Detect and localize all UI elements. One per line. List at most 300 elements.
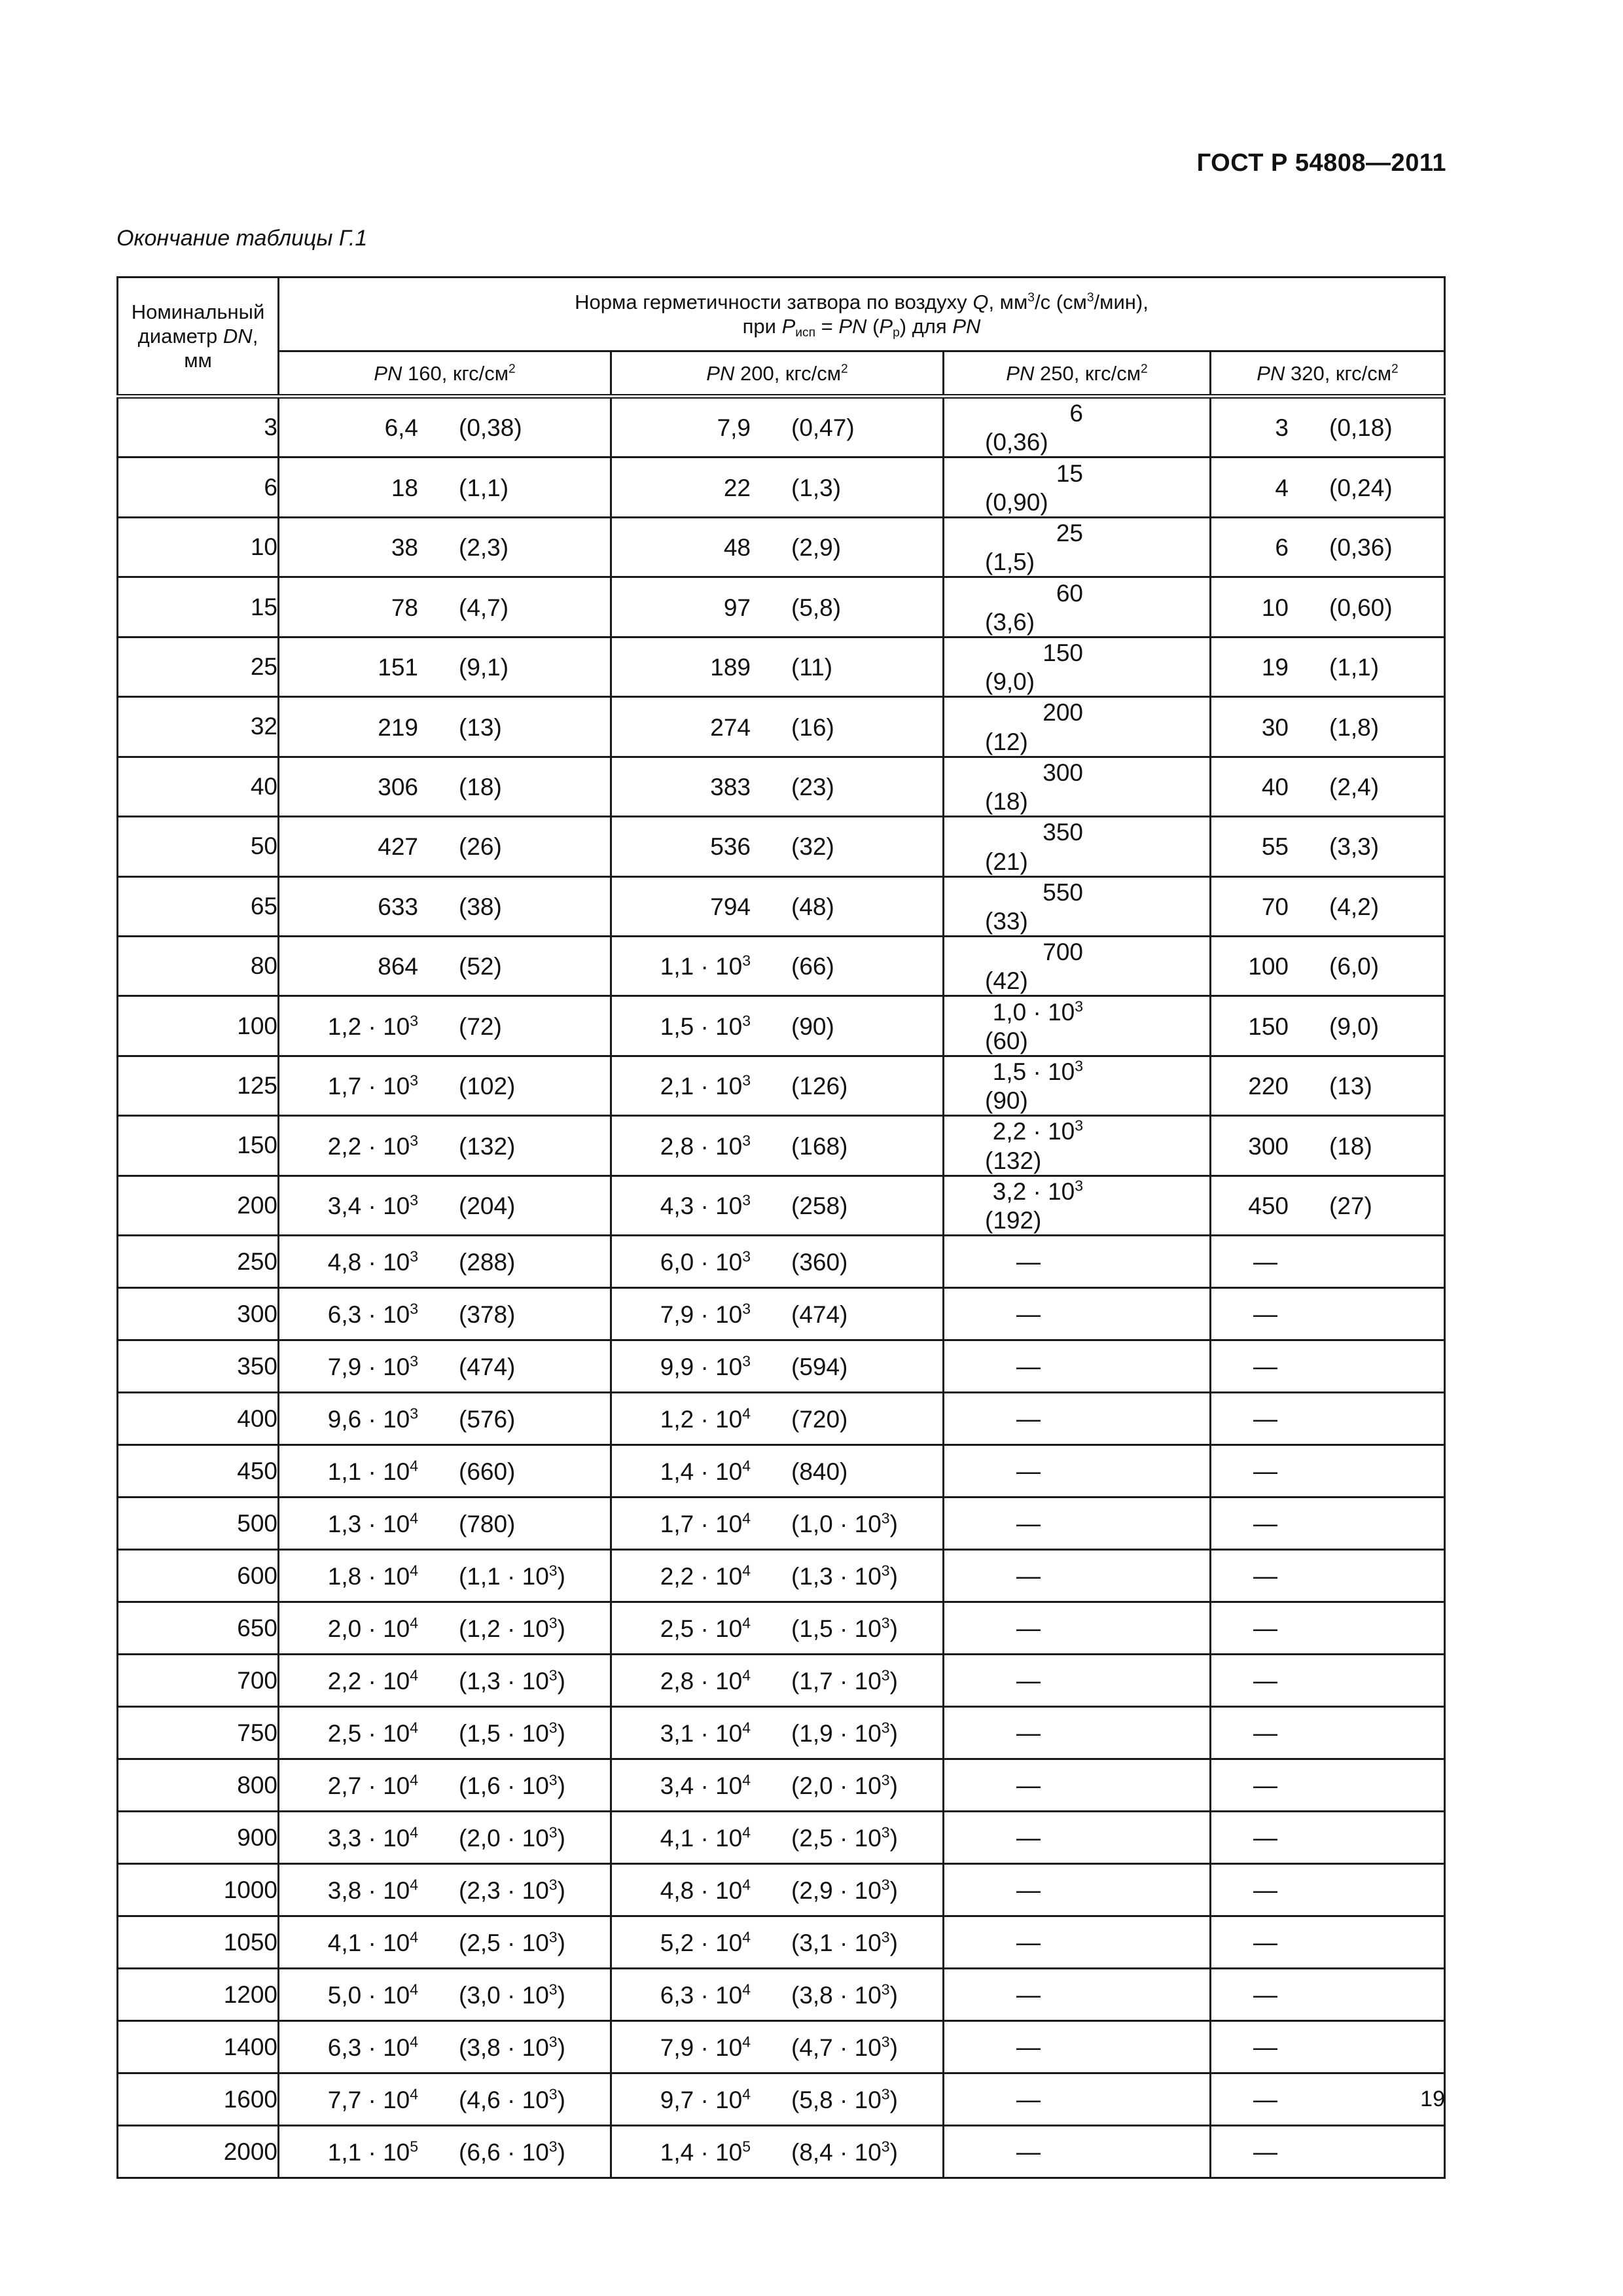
paren-mantissa: (13) [459, 713, 502, 741]
cell-nominal-diameter: 400 [118, 1393, 279, 1445]
value-exponent: 4 [742, 1823, 751, 1840]
value-mm3-per-s [279, 893, 418, 921]
value-cm3-per-min [751, 1982, 916, 2009]
header-dn-line1: Номинальный [131, 300, 265, 323]
paren-exponent: 3 [548, 1980, 558, 1998]
value-mm3-per-s [279, 1193, 418, 1220]
paren-exponent: 3 [881, 1613, 890, 1631]
paren-mantissa: (9,0) [1329, 1013, 1380, 1040]
cell-leakage-pn [279, 697, 611, 757]
paren-close: ) [889, 1615, 898, 1642]
table-row [118, 1288, 1445, 1340]
value-exponent: 4 [742, 2032, 751, 2050]
value-cm3-per-min [1289, 774, 1427, 801]
paren-mantissa: (0,24) [1329, 474, 1393, 501]
paren-mantissa: (11) [791, 654, 833, 681]
cell-nominal-diameter: 450 [118, 1445, 279, 1498]
cell-leakage-pn [279, 517, 611, 577]
paren-exponent: 3 [881, 1928, 890, 1945]
cell-leakage-pn [1211, 1759, 1445, 1812]
value-mm3-per-s [279, 1013, 418, 1041]
table-row [118, 1916, 1445, 1969]
value-cm3-per-min [1289, 414, 1427, 442]
cell-dash: — [1253, 1981, 1277, 2008]
value-mm3-per-s [1211, 1073, 1289, 1100]
cell-leakage-pn [944, 1236, 1211, 1288]
paren-mantissa: (0,47) [791, 414, 855, 442]
paren-mantissa: (2,9 · 10 [791, 1876, 882, 1904]
paren-close: ) [557, 2138, 565, 2166]
cell-leakage-pn [611, 2021, 944, 2073]
value-mantissa: 189 [710, 654, 751, 681]
value-mm3-per-s [1211, 475, 1289, 502]
cell-leakage-pn [1211, 1969, 1445, 2021]
pn-label: PN [374, 361, 402, 385]
paren-mantissa: (1,3 · 10 [791, 1562, 882, 1590]
value-mm3-per-s [279, 475, 418, 502]
value-exponent: 4 [742, 1718, 751, 1736]
paren-exponent: 3 [881, 1770, 890, 1788]
cell-leakage-pn [611, 1655, 944, 1707]
value-mm3-per-s [279, 1720, 418, 1748]
cell-leakage-pn [1211, 757, 1445, 816]
table-row [118, 577, 1445, 637]
value-mantissa: 9,7 · 10 [660, 2086, 743, 2113]
cell-leakage-pn [279, 1393, 611, 1445]
table-row [118, 1393, 1445, 1445]
paren-mantissa: (32) [791, 833, 834, 861]
cell-dash: — [1016, 1352, 1041, 1380]
value-cm3-per-min [944, 788, 1090, 816]
value-mm3-per-s [279, 1668, 418, 1695]
header-norm-unit2: /с (см [1034, 291, 1087, 314]
header-norm-pn: PN [838, 315, 867, 338]
header-pn-320 [1211, 351, 1445, 397]
value-mantissa: 55 [1261, 833, 1289, 861]
value-mm3-per-s [612, 2139, 751, 2166]
value-mantissa: 300 [1043, 759, 1083, 786]
value-mm3-per-s [612, 1073, 751, 1100]
cell-leakage-pn [944, 757, 1211, 816]
value-mantissa: 3,1 · 10 [660, 1719, 743, 1747]
cell-nominal-diameter: 50 [118, 817, 279, 876]
cell-nominal-diameter: 900 [118, 1812, 279, 1864]
cell-leakage-pn [944, 1288, 1211, 1340]
value-mm3-per-s [279, 414, 418, 442]
value-mm3-per-s [612, 594, 751, 622]
value-mantissa: 1,5 · 10 [660, 1013, 743, 1040]
cell-leakage-pn [279, 1116, 611, 1175]
value-mantissa: 1,1 · 10 [660, 953, 743, 980]
value-mantissa: 10 [1261, 594, 1289, 621]
paren-exponent: 3 [881, 1509, 890, 1526]
cell-leakage-pn [611, 2126, 944, 2178]
value-exponent: 3 [410, 1191, 418, 1209]
cell-leakage-pn [1211, 2021, 1445, 2073]
value-cm3-per-min [751, 2034, 916, 2062]
cell-leakage-pn [1211, 397, 1445, 457]
value-cm3-per-min [418, 1013, 583, 1041]
cell-leakage-pn [944, 697, 1211, 757]
pn-label: PN [706, 361, 735, 385]
table-row [118, 817, 1445, 876]
value-cm3-per-min [751, 1013, 916, 1041]
value-cm3-per-min [418, 2139, 583, 2166]
paren-mantissa: (42) [985, 967, 1028, 995]
value-mantissa: 1,7 · 10 [660, 1510, 743, 1537]
cell-nominal-diameter: 650 [118, 1602, 279, 1655]
value-mantissa: 5,0 · 10 [327, 1981, 410, 2009]
cell-dash: — [1016, 1981, 1041, 2008]
cell-dash: — [1016, 1405, 1041, 1432]
value-cm3-per-min [751, 1772, 916, 1800]
cell-leakage-pn [611, 876, 944, 936]
cell-leakage-pn [611, 936, 944, 996]
table-row [118, 1812, 1445, 1864]
value-cm3-per-min [418, 1249, 583, 1276]
value-cm3-per-min [751, 714, 916, 742]
paren-close: ) [557, 1667, 565, 1695]
table-row [118, 1759, 1445, 1812]
paren-exponent: 3 [881, 1718, 890, 1736]
value-mm3-per-s [612, 1354, 751, 1381]
value-mm3-per-s [279, 774, 418, 801]
value-mantissa: 2,8 · 10 [660, 1667, 743, 1695]
paren-close: ) [889, 1981, 898, 2009]
cell-dash: — [1016, 1666, 1041, 1694]
value-mantissa: 864 [378, 953, 418, 980]
cell-nominal-diameter: 1400 [118, 2021, 279, 2073]
value-exponent: 4 [742, 1928, 751, 1945]
cell-dash: — [1253, 2085, 1277, 2113]
cell-nominal-diameter: 700 [118, 1655, 279, 1707]
value-cm3-per-min [1289, 1073, 1427, 1100]
paren-mantissa: (2,0 · 10 [791, 1772, 882, 1799]
value-mm3-per-s [1211, 414, 1289, 442]
value-mm3-per-s [612, 1877, 751, 1905]
value-cm3-per-min [418, 1772, 583, 1800]
value-exponent: 4 [410, 1666, 418, 1683]
paren-mantissa: (192) [985, 1207, 1042, 1234]
value-mm3-per-s [612, 1193, 751, 1220]
cell-leakage-pn [279, 2021, 611, 2073]
value-mm3-per-s [1211, 774, 1289, 801]
value-cm3-per-min [418, 1301, 583, 1329]
value-cm3-per-min [944, 668, 1090, 696]
paren-mantissa: (6,0) [1329, 953, 1380, 980]
value-cm3-per-min [418, 1458, 583, 1486]
cell-leakage-pn [611, 577, 944, 637]
value-mantissa: 6,3 · 10 [660, 1981, 743, 2009]
header-norm-pn2: PN [952, 315, 981, 338]
value-cm3-per-min [751, 1668, 916, 1695]
header-pn-160 [279, 351, 611, 397]
value-cm3-per-min [944, 548, 1090, 576]
value-mantissa: 2,7 · 10 [327, 1772, 410, 1799]
paren-close: ) [889, 1562, 898, 1590]
paren-mantissa: (9,1) [459, 654, 509, 681]
value-cm3-per-min [418, 774, 583, 801]
paren-mantissa: (33) [985, 907, 1028, 935]
value-mantissa: 2,8 · 10 [660, 1132, 743, 1160]
cell-leakage-pn [944, 1550, 1211, 1602]
value-exponent: 3 [742, 1011, 751, 1029]
value-cm3-per-min [418, 714, 583, 742]
paren-mantissa: (52) [459, 953, 502, 980]
cell-dash: — [1016, 2085, 1041, 2113]
table-row [118, 2073, 1445, 2126]
cell-leakage-pn [611, 1175, 944, 1235]
cell-leakage-pn [944, 1602, 1211, 1655]
page-number: 19 [1420, 2087, 1445, 2111]
cell-leakage-pn [944, 1393, 1211, 1445]
cell-dash: — [1016, 2138, 1041, 2165]
cell-leakage-pn [944, 1340, 1211, 1393]
cell-leakage-pn [944, 1116, 1211, 1175]
paren-exponent: 3 [548, 1928, 558, 1945]
value-exponent: 4 [742, 1875, 751, 1893]
value-mm3-per-s [279, 1615, 418, 1643]
value-mm3-per-s [279, 1929, 418, 1957]
cell-leakage-pn [1211, 1602, 1445, 1655]
value-exponent: 4 [410, 1980, 418, 1998]
value-cm3-per-min [1289, 893, 1427, 921]
paren-mantissa: (18) [459, 773, 502, 800]
value-exponent: 3 [742, 1352, 751, 1369]
cell-nominal-diameter: 25 [118, 637, 279, 696]
cell-leakage-pn [279, 1236, 611, 1288]
cell-leakage-pn [944, 1812, 1211, 1864]
value-mantissa: 550 [1043, 878, 1083, 906]
cell-leakage-pn [279, 1340, 611, 1393]
header-nominal-diameter [118, 278, 279, 397]
table-row [118, 457, 1445, 517]
cell-leakage-pn [944, 936, 1211, 996]
value-mantissa: 3,8 · 10 [327, 1876, 410, 1904]
paren-mantissa: (0,90) [985, 488, 1048, 516]
paren-mantissa: (9,0) [985, 668, 1035, 696]
cell-leakage-pn [279, 1759, 611, 1812]
cell-leakage-pn [611, 1116, 944, 1175]
cell-leakage-pn [1211, 2073, 1445, 2126]
header-norm-sup2: 3 [1086, 291, 1094, 305]
value-mm3-per-s [279, 534, 418, 562]
paren-mantissa: (2,5 · 10 [791, 1824, 882, 1852]
value-mm3-per-s [1211, 893, 1289, 921]
cell-leakage-pn [944, 1498, 1211, 1550]
table-row [118, 1550, 1445, 1602]
value-mm3-per-s [1211, 953, 1289, 980]
pn-unit-sup: 2 [1141, 361, 1148, 376]
paren-mantissa: (1,5 · 10 [459, 1719, 549, 1747]
value-exponent: 3 [1075, 1177, 1083, 1194]
value-exponent: 3 [410, 1352, 418, 1369]
cell-leakage-pn [611, 1812, 944, 1864]
cell-leakage-pn [279, 876, 611, 936]
value-cm3-per-min [751, 654, 916, 681]
header-dn-line2a: диаметр [137, 325, 218, 348]
cell-nominal-diameter: 300 [118, 1288, 279, 1340]
value-mm3-per-s [279, 1249, 418, 1276]
paren-mantissa: (168) [791, 1132, 848, 1160]
cell-leakage-pn [279, 936, 611, 996]
paren-close: ) [557, 1981, 565, 2009]
cell-nominal-diameter: 10 [118, 517, 279, 577]
cell-leakage-pn [944, 397, 1211, 457]
paren-mantissa: (132) [985, 1147, 1042, 1174]
paren-close: ) [889, 1929, 898, 1956]
cell-leakage-pn [1211, 1340, 1445, 1393]
value-cm3-per-min [1289, 1133, 1427, 1160]
paren-mantissa: (0,60) [1329, 594, 1393, 621]
paren-mantissa: (23) [791, 773, 834, 800]
cell-leakage-pn [279, 1812, 611, 1864]
value-mantissa: 7,9 · 10 [327, 1353, 410, 1380]
value-mantissa: 7,9 [717, 414, 751, 442]
value-mantissa: 2,2 · 10 [327, 1132, 410, 1160]
value-mm3-per-s [279, 1073, 418, 1100]
value-exponent: 3 [410, 1071, 418, 1089]
value-cm3-per-min [751, 1825, 916, 1852]
value-mm3-per-s [612, 1133, 751, 1160]
value-mantissa: 4,8 · 10 [660, 1876, 743, 1904]
value-cm3-per-min [418, 2087, 583, 2114]
cell-dash: — [1016, 1771, 1041, 1799]
value-exponent: 4 [742, 1404, 751, 1422]
cell-leakage-pn [944, 1445, 1211, 1498]
cell-leakage-pn [1211, 1655, 1445, 1707]
cell-leakage-pn [611, 1550, 944, 1602]
paren-close: ) [557, 1824, 565, 1852]
value-exponent: 4 [742, 1980, 751, 1998]
cell-nominal-diameter: 2000 [118, 2126, 279, 2178]
cell-leakage-pn [944, 517, 1211, 577]
paren-mantissa: (3,8 · 10 [791, 1981, 882, 2009]
value-mantissa: 48 [723, 534, 751, 562]
header-dn-symbol: DN [223, 325, 253, 348]
value-mantissa: 200 [1043, 699, 1083, 726]
value-cm3-per-min [944, 609, 1090, 636]
value-cm3-per-min [751, 1458, 916, 1486]
value-exponent: 4 [410, 1875, 418, 1893]
cell-dash: — [1016, 1719, 1041, 1746]
cell-leakage-pn [944, 2073, 1211, 2126]
cell-dash: — [1016, 1300, 1041, 1327]
cell-leakage-pn [279, 637, 611, 696]
cell-nominal-diameter: 350 [118, 1340, 279, 1393]
cell-leakage-pn [611, 996, 944, 1056]
value-exponent: 3 [410, 1011, 418, 1029]
paren-mantissa: (660) [459, 1458, 516, 1485]
cell-dash: — [1253, 1352, 1277, 1380]
table-header-row-2 [118, 351, 1445, 397]
value-mm3-per-s [612, 475, 751, 502]
paren-close: ) [557, 1719, 565, 1747]
paren-mantissa: (132) [459, 1132, 516, 1160]
value-exponent: 4 [410, 1613, 418, 1631]
value-exponent: 3 [1075, 1117, 1083, 1134]
paren-mantissa: (16) [791, 713, 834, 741]
cell-leakage-pn [944, 637, 1211, 696]
paren-mantissa: (8,4 · 10 [791, 2138, 882, 2166]
value-mm3-per-s [279, 2087, 418, 2114]
cell-dash: — [1253, 2138, 1277, 2165]
table-row [118, 1056, 1445, 1115]
value-mm3-per-s [944, 460, 1083, 488]
paren-exponent: 3 [548, 1666, 558, 1683]
cell-leakage-pn [279, 1864, 611, 1916]
paren-mantissa: (1,3) [791, 474, 842, 501]
value-cm3-per-min [1289, 654, 1427, 681]
header-norm-for: ) для [899, 315, 947, 338]
value-mm3-per-s [1211, 1193, 1289, 1220]
value-exponent: 4 [410, 1928, 418, 1945]
cell-leakage-pn [611, 517, 944, 577]
cell-leakage-pn [1211, 817, 1445, 876]
cell-nominal-diameter: 15 [118, 577, 279, 637]
value-cm3-per-min [751, 1073, 916, 1100]
paren-mantissa: (1,8) [1329, 713, 1380, 741]
value-exponent: 3 [742, 952, 751, 969]
paren-mantissa: (204) [459, 1193, 516, 1220]
value-mantissa: 219 [378, 713, 418, 741]
pn-label: PN [1257, 361, 1285, 385]
table-row [118, 1498, 1445, 1550]
paren-exponent: 3 [881, 2032, 890, 2050]
leakage-norm-table [116, 276, 1446, 2179]
table-caption: Окончание таблицы Г.1 [116, 226, 368, 251]
paren-exponent: 3 [548, 1561, 558, 1579]
value-mm3-per-s [612, 1563, 751, 1590]
value-mantissa: 300 [1248, 1132, 1289, 1160]
value-cm3-per-min [418, 475, 583, 502]
value-mm3-per-s [612, 833, 751, 861]
cell-leakage-pn [279, 1498, 611, 1550]
paren-mantissa: (1,9 · 10 [791, 1719, 882, 1747]
paren-mantissa: (474) [791, 1300, 848, 1328]
value-exponent: 4 [742, 1456, 751, 1474]
header-norm-text: Норма герметичности затвора по воздуху [575, 291, 967, 314]
cell-nominal-diameter: 1000 [118, 1864, 279, 1916]
value-mantissa: 4,1 · 10 [660, 1824, 743, 1852]
value-mantissa: 1,7 · 10 [327, 1073, 410, 1100]
paren-mantissa: (1,1) [459, 474, 509, 501]
paren-mantissa: (0,36) [985, 429, 1048, 456]
paren-mantissa: (4,7) [459, 594, 509, 621]
value-mm3-per-s [1211, 1013, 1289, 1041]
header-norm-p2-sub: р [893, 325, 900, 340]
pn-unit-sup: 2 [508, 361, 516, 376]
paren-mantissa: (720) [791, 1405, 848, 1433]
paren-mantissa: (26) [459, 833, 502, 861]
cell-leakage-pn [944, 1759, 1211, 1812]
header-norm-q: Q [972, 291, 989, 314]
value-mm3-per-s [612, 1668, 751, 1695]
value-mm3-per-s [612, 1458, 751, 1486]
cell-leakage-pn [611, 1602, 944, 1655]
cell-leakage-pn [944, 457, 1211, 517]
paren-mantissa: (0,18) [1329, 414, 1393, 442]
value-exponent: 3 [742, 1247, 751, 1265]
paren-exponent: 3 [548, 1718, 558, 1736]
paren-mantissa: (2,5 · 10 [459, 1929, 549, 1956]
paren-exponent: 3 [548, 1823, 558, 1840]
value-cm3-per-min [751, 1406, 916, 1433]
cell-leakage-pn [279, 757, 611, 816]
value-exponent: 4 [410, 2085, 418, 2102]
value-mm3-per-s [279, 2034, 418, 2062]
value-cm3-per-min [751, 1193, 916, 1220]
